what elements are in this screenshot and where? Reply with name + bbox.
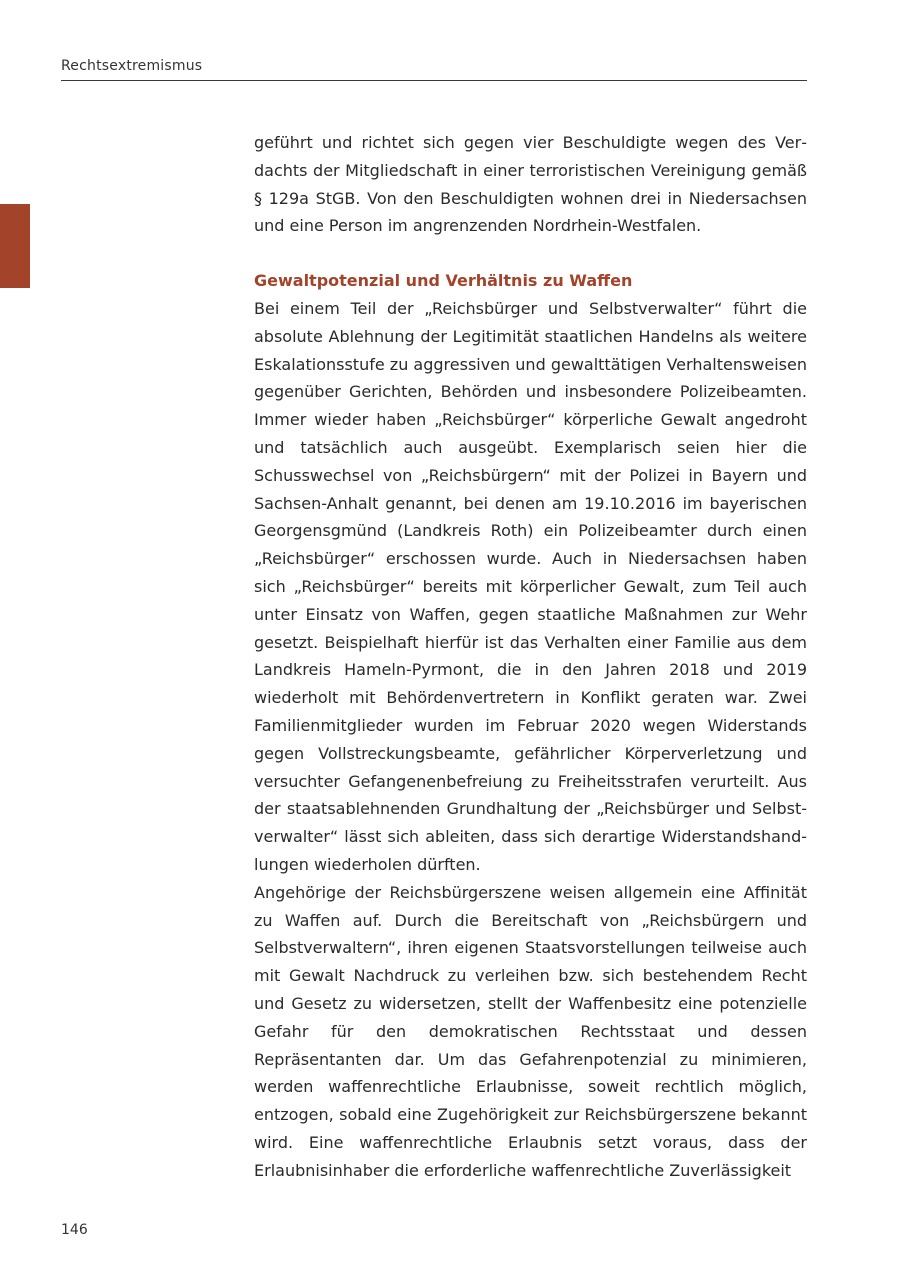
header-rule — [61, 80, 807, 81]
section-heading: Gewaltpotenzial und Verhältnis zu Waffen — [254, 271, 633, 291]
body-paragraph-2: Angehörige der Reichsbürgerszene weisen allgemein eine Affinität zu Waffen auf. Durch die Bereitschaft von „Reichsbürgern und Selbstverwaltern“, ihren eigenen Staatsvorstellungen teilweise auch mit Gewalt Nachdruck zu verleihen bzw. sich bestehendem Recht und Gesetz zu widersetzen, stellt der Waffenbesitz eine potenzielle Gefahr für den demokratischen Rechtsstaat und dessen Repräsentanten dar. Um das Gefahrenpotenzial zu minimieren, werden waffenrechtliche Erlaubnisse, soweit rechtlich möglich, entzogen, sobald eine Zugehörigkeit zur Reichsbürgerszene bekannt wird. Eine waffenrechtliche Erlaubnis setzt voraus, dass der Erlaubnisinhaber die erforderliche waffenrechtliche Zuverlässigkeit — [254, 882, 807, 1180]
running-header: Rechtsextremismus — [61, 58, 203, 74]
body-paragraph-1: Bei einem Teil der „Reichsbürger und Selbstverwalter“ führt die absolute Ablehnung der Legitimität staatlichen Handelns als weitere Eskalationsstufe zu aggressiven und gewalttätigen Verhaltensweisen gegenüber Gerichten, Behörden und insbesondere Polizeibeamten. Immer wieder haben „Reichsbürger“ körperliche Gewalt angedroht und tatsächlich auch ausgeübt. Exemplarisch seien hier die Schusswechsel von „Reichsbürgern“ mit der Polizei in Bayern und Sachsen-Anhalt genannt, bei denen am 19.10.2016 im bayerischen Georgensgmünd (Landkreis Roth) ein Polizeibeamter durch einen „Reichsbürger“ erschossen wurde. Auch in Niedersachsen haben sich „Reichsbürger“ bereits mit körperlicher Gewalt, zum Teil auch unter Einsatz von Waffen, gegen staatliche Maßnahmen zur Wehr gesetzt. Beispielhaft hierfür ist das Verhalten einer Familie aus dem Landkreis Hameln-Pyrmont, die in den Jahren 2018 und 2019 wiederholt mit Behördenvertretern in Konflikt geraten war. Zwei Familienmitglieder wurden im Februar 2020 wegen Widerstands gegen Vollstreckungsbeamte, gefährlicher Körperverletzung und versuchter Gefangenenbefreiung zu Freiheitsstrafen verurteilt. Aus der staatsablehnenden Grundhaltung der „Reichsbürger und Selbstverwalter“ lässt sich ableiten, dass sich derartige Widerstandshandlungen wiederholen dürften. — [254, 298, 807, 874]
chapter-marker-tab — [0, 204, 30, 288]
body-column — [254, 129, 807, 1184]
page-number: 146 — [61, 1222, 88, 1238]
intro-paragraph: geführt und richtet sich gegen vier Beschuldigte wegen des Verdachts der Mitgliedschaft in einer terroristischen Vereinigung gemäß § 129a StGB. Von den Beschuldigten wohnen drei in Niedersachsen und eine Person im angrenzenden Nordrhein-Westfalen. — [254, 133, 807, 236]
